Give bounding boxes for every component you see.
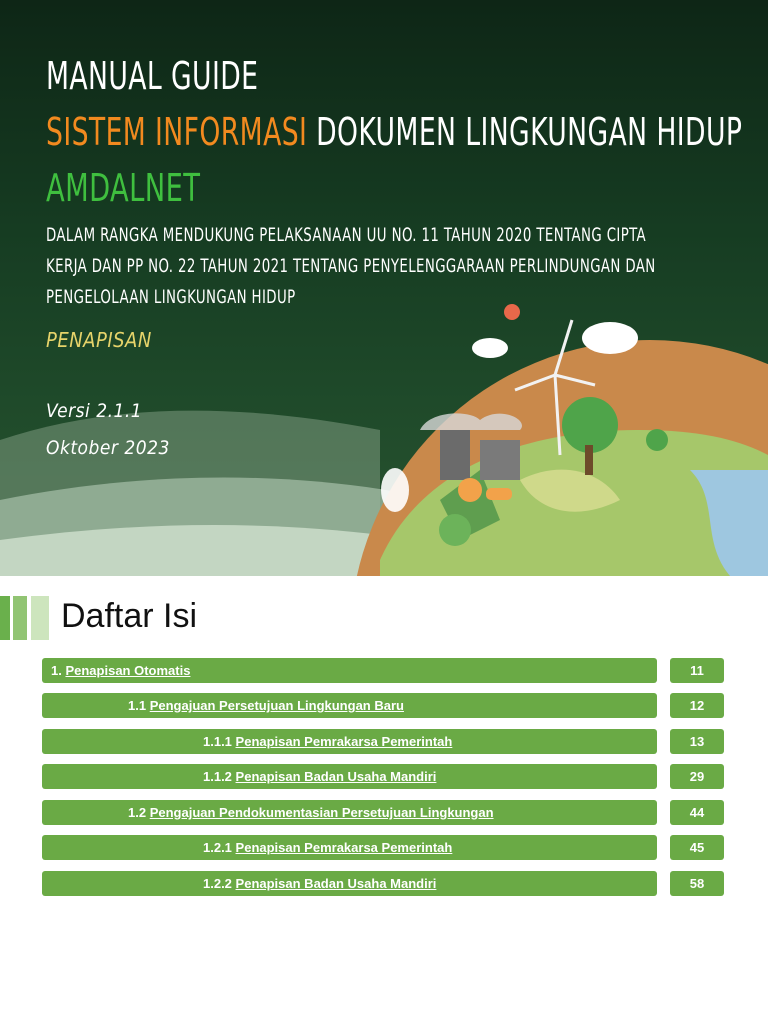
toc-title: Daftar Isi	[61, 597, 198, 635]
toc-bar-decoration	[31, 596, 49, 640]
toc-entry-label[interactable]	[42, 693, 657, 718]
toc-entry-number: 1.2.2	[203, 876, 232, 891]
toc-entry-page[interactable]: 13	[670, 729, 724, 754]
toc-entry-link[interactable]: Pengajuan Persetujuan Lingkungan Baru	[149, 698, 404, 713]
toc-entry-link[interactable]: Penapisan Pemrakarsa Pemerintah	[235, 840, 453, 855]
toc-bar-decoration	[13, 596, 27, 640]
toc-entry-page[interactable]: 44	[670, 800, 724, 825]
toc-entry[interactable]	[42, 871, 724, 896]
cover-module: PENAPISAN	[46, 328, 152, 352]
toc-entry-page[interactable]: 29	[670, 764, 724, 789]
toc-entry-link[interactable]: Penapisan Otomatis	[65, 663, 191, 678]
toc-entry[interactable]	[42, 658, 724, 683]
cover-app-name: AMDALNET	[46, 166, 201, 210]
toc-entry-number: 1.2.1	[203, 840, 232, 855]
toc-entry[interactable]	[42, 729, 724, 754]
toc-bar-decoration	[0, 596, 10, 640]
toc-entry[interactable]	[42, 693, 724, 718]
toc-entry[interactable]	[42, 800, 724, 825]
cover-title-rest: DOKUMEN LINGKUNGAN HIDUP	[307, 110, 743, 154]
toc-entry[interactable]	[42, 764, 724, 789]
toc-entry-page[interactable]: 12	[670, 693, 724, 718]
toc-entry-label[interactable]	[42, 835, 657, 860]
toc-entry-number: 1.1.2	[203, 769, 232, 784]
toc-entry-link[interactable]: Penapisan Pemrakarsa Pemerintah	[235, 734, 453, 749]
cover-date: Oktober 2023	[46, 437, 170, 459]
toc-entry-link[interactable]: Penapisan Badan Usaha Mandiri	[235, 769, 437, 784]
toc-entry-link[interactable]: Penapisan Badan Usaha Mandiri	[235, 876, 437, 891]
toc-entry-label[interactable]	[42, 729, 657, 754]
cover-title-highlight: SISTEM INFORMASI	[46, 110, 308, 154]
cover-subtitle: DALAM RANGKA MENDUKUNG PELAKSANAAN UU NO. 11 TAHUN 2020 TENTANG CIPTA KERJA DAN PP NO. 22 TAHUN 2021 TENTANG PENYELENGGARAAN PERLINDUNGAN DAN PENGELOLAAN LINGKUNGAN HIDUP	[46, 224, 656, 308]
toc-entry-label[interactable]	[42, 800, 657, 825]
toc-entry-page[interactable]: 11	[670, 658, 724, 683]
toc-entry-label[interactable]	[42, 764, 657, 789]
cover-title-line2	[46, 110, 742, 154]
toc-entry-label[interactable]	[42, 658, 657, 683]
toc-entry-number: 1.1	[128, 698, 147, 713]
toc-entry-page[interactable]: 45	[670, 835, 724, 860]
toc-entry-number: 1.2	[128, 805, 147, 820]
toc-entry-number: 1.	[51, 663, 62, 678]
toc-entry-number: 1.1.1	[203, 734, 232, 749]
cover-title: MANUAL GUIDE	[46, 54, 259, 98]
cover-version: Versi 2.1.1	[46, 400, 143, 422]
toc-entry-label[interactable]	[42, 871, 657, 896]
toc-entry-link[interactable]: Pengajuan Pendokumentasian Persetujuan Lingkungan	[149, 805, 494, 820]
toc-entry[interactable]	[42, 835, 724, 860]
toc-entry-page[interactable]: 58	[670, 871, 724, 896]
